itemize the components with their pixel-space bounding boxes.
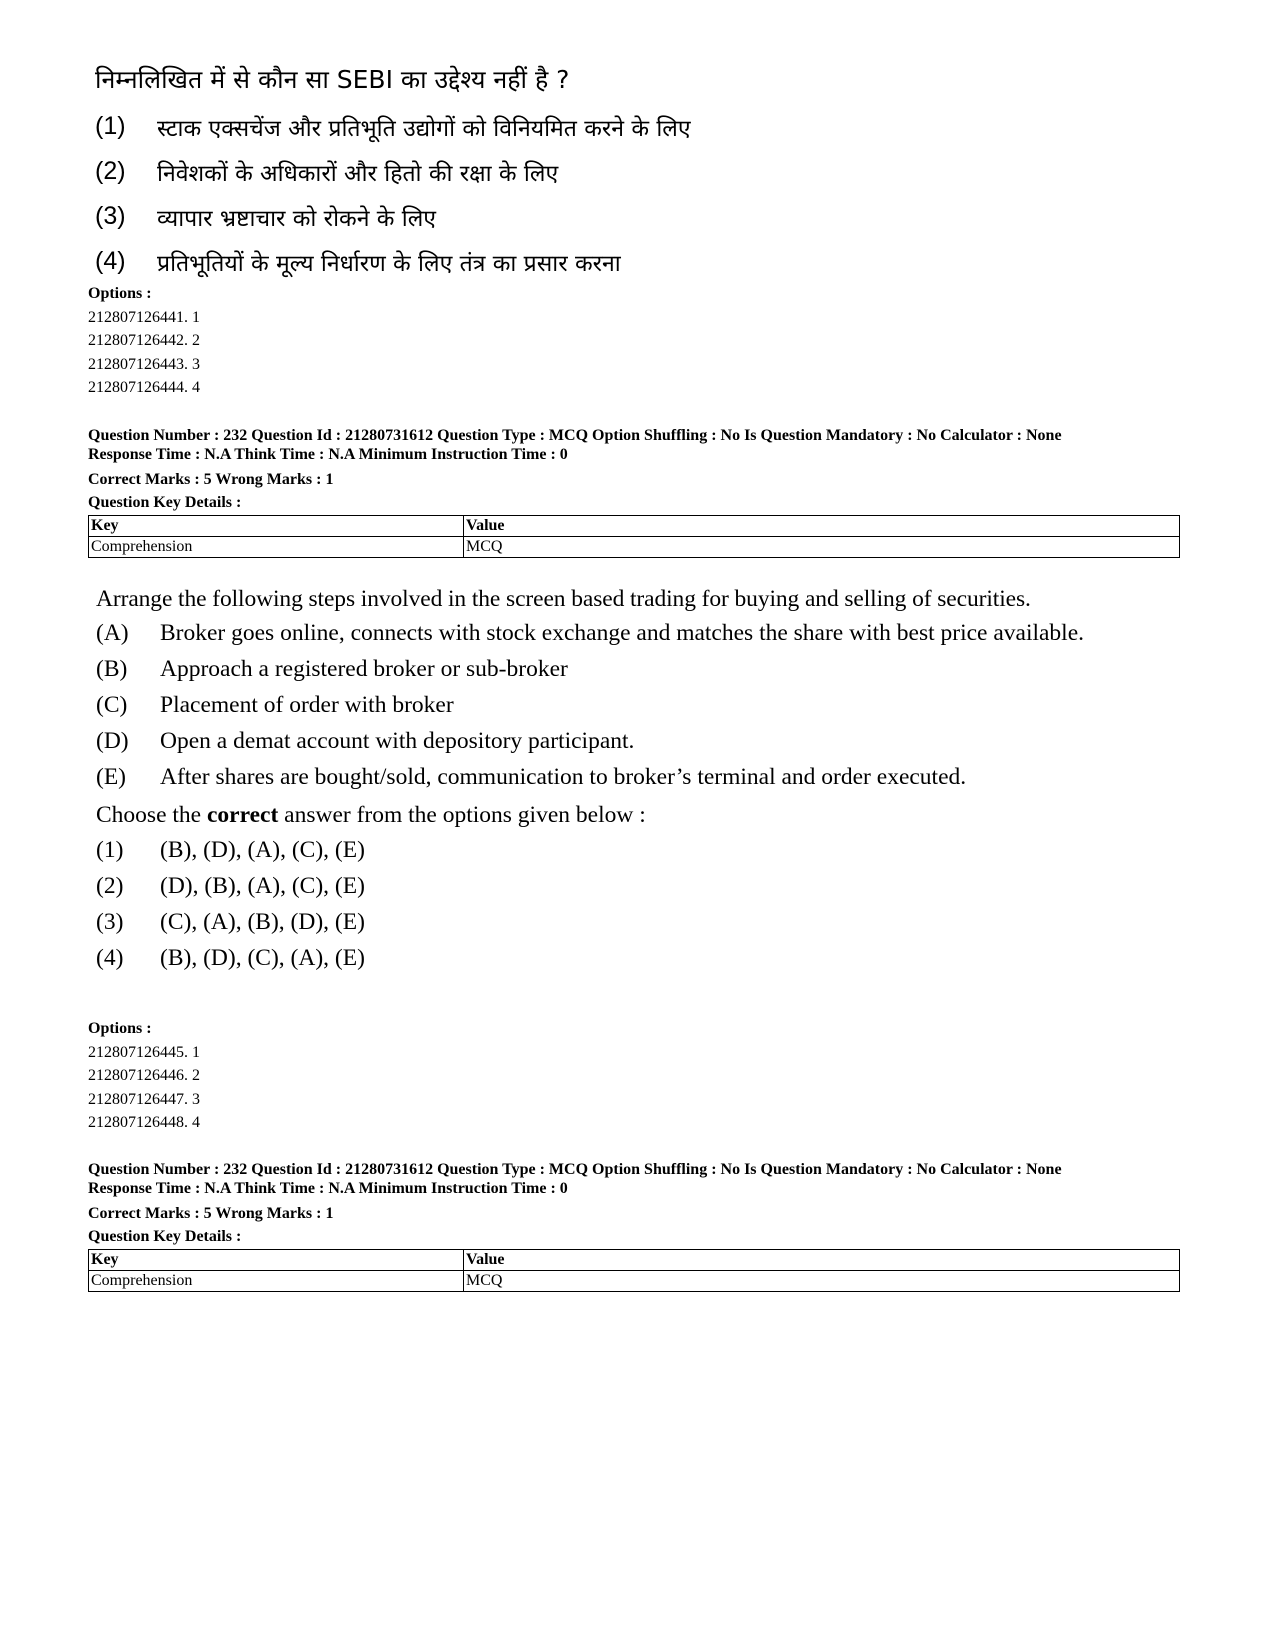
choice-number: (2) bbox=[95, 157, 126, 185]
step-label: (D) bbox=[96, 728, 129, 754]
option-id: 212807126445. 1 bbox=[88, 1043, 200, 1061]
marks-info: Correct Marks : 5 Wrong Marks : 1 bbox=[88, 471, 334, 488]
step-item bbox=[96, 763, 1196, 792]
answer-choice bbox=[95, 194, 1195, 239]
response-time-info: Response Time : N.A Think Time : N.A Minimum Instruction Time : 0 bbox=[88, 1180, 568, 1197]
answer-choice bbox=[95, 149, 1195, 194]
options-label: Options : bbox=[88, 285, 152, 302]
question-stem: निम्नलिखित में से कौन सा SEBI का उद्देश्य नहीं है ? bbox=[95, 65, 570, 94]
choice-number: (4) bbox=[96, 945, 124, 971]
key-details-label: Question Key Details : bbox=[88, 494, 242, 511]
option-id: 212807126443. 3 bbox=[88, 355, 200, 373]
option-id: 212807126447. 3 bbox=[88, 1090, 200, 1108]
options-label: Options : bbox=[88, 1020, 152, 1037]
choice-text: निवेशकों के अधिकारों और हितो की रक्षा के लिए bbox=[157, 160, 559, 187]
option-id: 212807126446. 2 bbox=[88, 1067, 200, 1084]
choice-text: स्टाक एक्सचेंज और प्रतिभूति उद्योगों को विनियमित करने के लिए bbox=[157, 115, 691, 142]
question-english bbox=[96, 583, 1196, 979]
choose-instruction bbox=[96, 799, 1196, 835]
question-info: Question Number : 232 Question Id : 21280731612 Question Type : MCQ Option Shuffling : No Is Question Mandatory : No Calculator : None bbox=[88, 1161, 1062, 1178]
step-text: Broker goes online, connects with stock exchange and matches the share with best price available. bbox=[160, 620, 1085, 646]
choice-text: (D), (B), (A), (C), (E) bbox=[160, 873, 365, 899]
choice-number: (1) bbox=[96, 837, 124, 863]
step-text: After shares are bought/sold, communication to broker’s terminal and order executed. bbox=[160, 764, 967, 790]
answer-choice bbox=[96, 907, 1196, 943]
choose-text-pre: Choose the bbox=[96, 802, 207, 828]
table-header-cell: Key bbox=[89, 1250, 464, 1271]
step-item bbox=[96, 691, 1196, 720]
options-list bbox=[88, 282, 200, 400]
step-label: (B) bbox=[96, 656, 128, 682]
question-info: Question Number : 232 Question Id : 21280731612 Question Type : MCQ Option Shuffling : No Is Question Mandatory : No Calculator : None bbox=[88, 427, 1062, 444]
step-item bbox=[96, 727, 1196, 756]
choose-text-bold: correct bbox=[206, 802, 279, 828]
table-cell: MCQ bbox=[464, 537, 1180, 558]
question-hindi bbox=[95, 60, 1195, 284]
option-id: 212807126441. 1 bbox=[88, 308, 200, 326]
table-header-row bbox=[89, 1250, 1180, 1271]
step-label: (E) bbox=[96, 764, 127, 790]
response-time-info: Response Time : N.A Think Time : N.A Minimum Instruction Time : 0 bbox=[88, 446, 568, 463]
step-label: (A) bbox=[96, 620, 129, 646]
options-list bbox=[88, 1017, 200, 1135]
table-cell: MCQ bbox=[464, 1271, 1180, 1292]
key-details-table bbox=[88, 515, 1180, 558]
table-cell: Comprehension bbox=[89, 537, 464, 558]
option-id: 212807126448. 4 bbox=[88, 1114, 200, 1131]
step-text: Approach a registered broker or sub-broker bbox=[160, 656, 568, 682]
choice-number: (3) bbox=[95, 202, 126, 230]
choice-number: (3) bbox=[96, 909, 124, 935]
key-details-table bbox=[88, 1249, 1180, 1292]
question-meta bbox=[88, 1160, 1208, 1248]
answer-choice bbox=[96, 943, 1196, 979]
option-id: 212807126444. 4 bbox=[88, 379, 200, 396]
table-cell: Comprehension bbox=[89, 1271, 464, 1292]
answer-choice bbox=[95, 104, 1195, 149]
table-header-cell: Key bbox=[89, 516, 464, 537]
choice-text: (B), (D), (C), (A), (E) bbox=[160, 945, 365, 971]
step-text: Open a demat account with depository participant. bbox=[160, 728, 635, 754]
choice-number: (2) bbox=[96, 873, 124, 899]
choose-text-post: answer from the options given below : bbox=[278, 802, 646, 828]
table-header-cell: Value bbox=[464, 516, 1180, 537]
marks-info: Correct Marks : 5 Wrong Marks : 1 bbox=[88, 1205, 334, 1222]
option-id: 212807126442. 2 bbox=[88, 332, 200, 349]
step-label: (C) bbox=[96, 692, 128, 718]
table-row bbox=[89, 1271, 1180, 1292]
table-row bbox=[89, 537, 1180, 558]
choice-text: (B), (D), (A), (C), (E) bbox=[160, 837, 365, 863]
choice-number: (1) bbox=[95, 112, 126, 140]
answer-choice bbox=[96, 835, 1196, 871]
key-details-label: Question Key Details : bbox=[88, 1228, 242, 1245]
choice-number: (4) bbox=[95, 247, 126, 275]
answer-choice bbox=[96, 871, 1196, 907]
step-text: Placement of order with broker bbox=[160, 692, 454, 718]
choice-text: व्यापार भ्रष्टाचार को रोकने के लिए bbox=[157, 205, 437, 232]
question-stem: Arrange the following steps involved in the screen based trading for buying and selling of securities. bbox=[96, 586, 1031, 612]
table-header-row bbox=[89, 516, 1180, 537]
table-header-cell: Value bbox=[464, 1250, 1180, 1271]
answer-choice bbox=[95, 239, 1195, 284]
step-item bbox=[96, 619, 1196, 648]
choice-text: (C), (A), (B), (D), (E) bbox=[160, 909, 365, 935]
question-meta bbox=[88, 426, 1208, 514]
step-item bbox=[96, 655, 1196, 684]
choice-text: प्रतिभूतियों के मूल्य निर्धारण के लिए तंत्र का प्रसार करना bbox=[157, 250, 621, 277]
